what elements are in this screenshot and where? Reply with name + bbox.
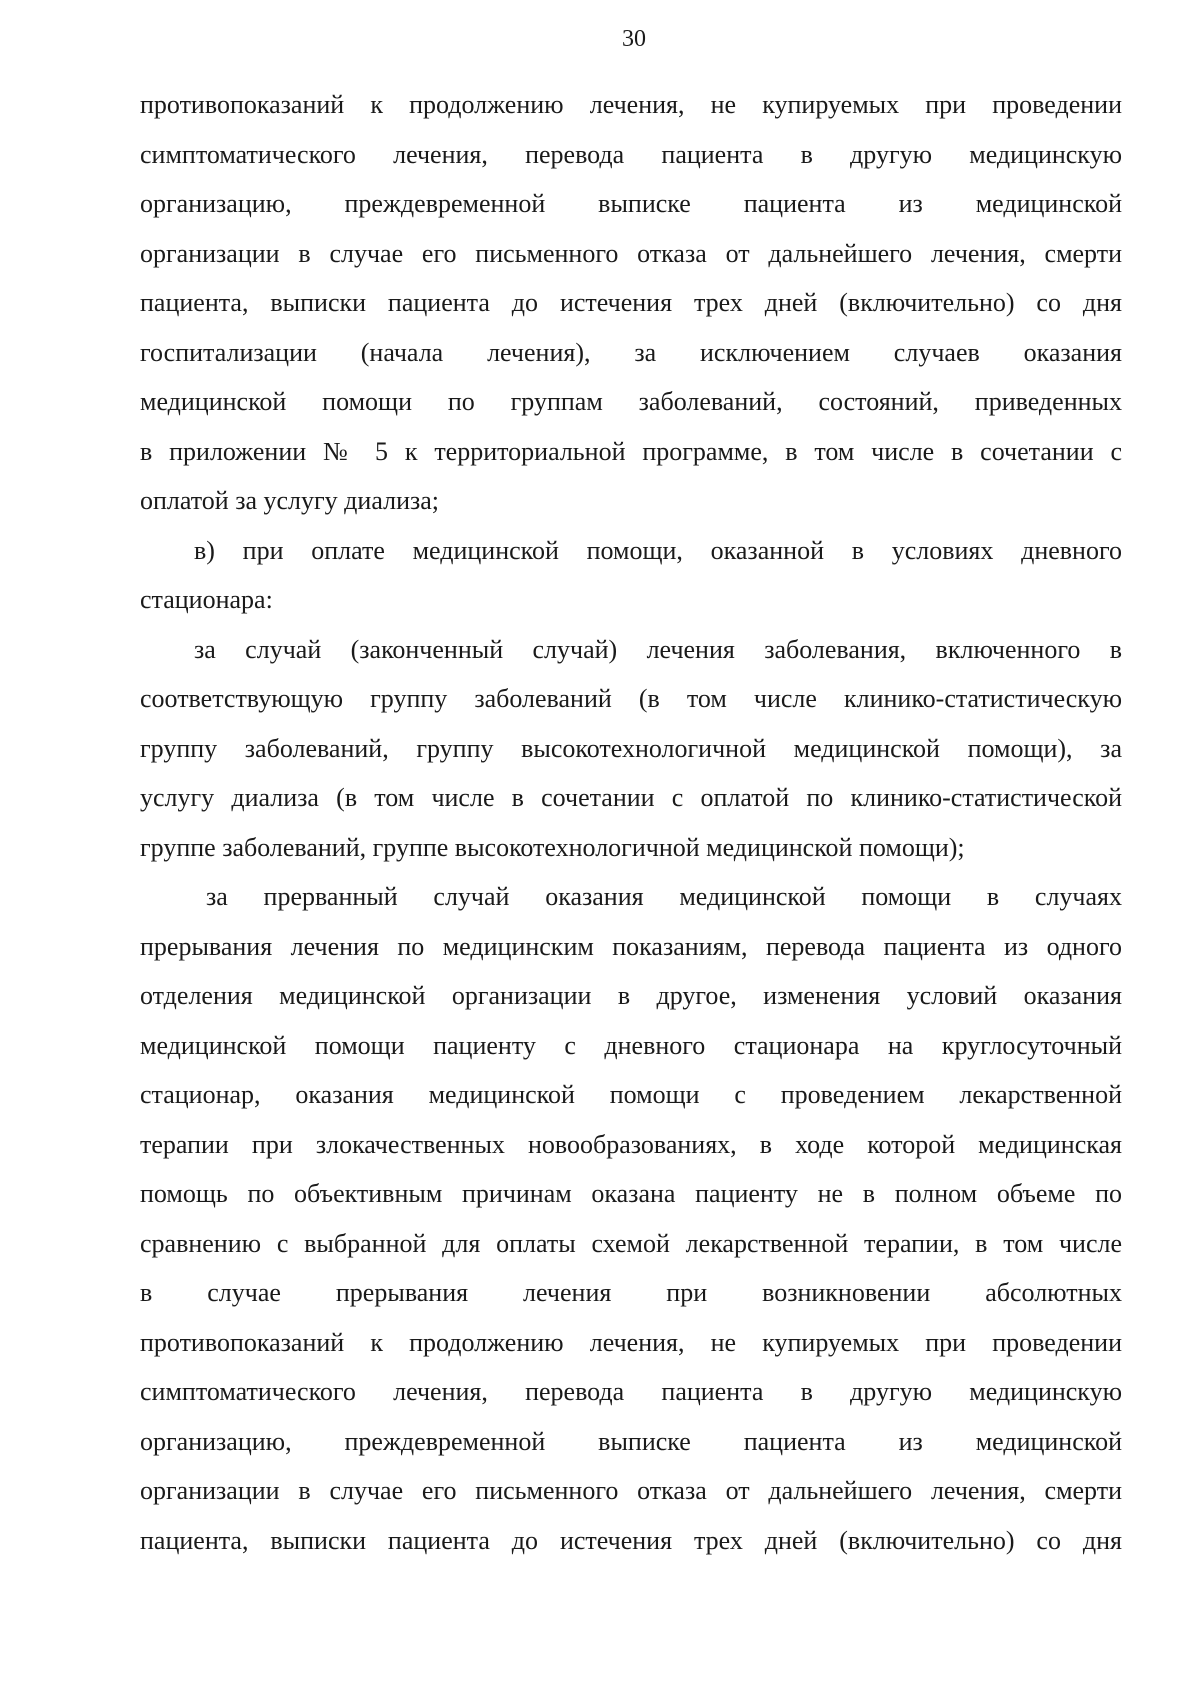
text-line: противопоказаний к продолжению лечения, не купируемых при проведении: [140, 1327, 1122, 1357]
text-line: медицинской помощи пациенту с дневного стационара на круглосуточный: [140, 1030, 1122, 1060]
text-line: пациента, выписки пациента до истечения трех дней (включительно) со дня: [140, 1525, 1122, 1555]
text-line: группе заболеваний, группе высокотехнологичной медицинской помощи);: [140, 832, 965, 862]
text-line: госпитализации (начала лечения), за исключением случаев оказания: [140, 337, 1122, 367]
text-line: в случае прерывания лечения при возникновении абсолютных: [140, 1278, 1122, 1307]
text-line: симптоматического лечения, перевода пациента в другую медицинскую: [140, 139, 1122, 169]
text-line: организацию, преждевременной выписке пациента из медицинской: [140, 189, 1122, 218]
text-line: стационара:: [140, 585, 273, 614]
text-line: сравнению с выбранной для оплаты схемой лекарственной терапии, в том числе: [140, 1228, 1122, 1258]
text-line: группу заболеваний, группу высокотехнологичной медицинской помощи), за: [140, 733, 1122, 763]
text-line: помощь по объективным причинам оказана пациенту не в полном объеме по: [140, 1179, 1122, 1208]
text-line: медицинской помощи по группам заболеваний, состояний, приведенных: [140, 387, 1122, 416]
paragraph-item-v: [140, 526, 1122, 625]
text-line: соответствующую группу заболеваний (в том числе клинико-статистическую: [140, 684, 1122, 713]
document-body: [140, 80, 1122, 1565]
text-line: прерывания лечения по медицинским показаниям, перевода пациента из одного: [140, 931, 1122, 961]
text-line: услугу диализа (в том числе в сочетании с оплатой по клинико-статистической: [140, 783, 1122, 812]
text-line: стационар, оказания медицинской помощи с проведением лекарственной: [140, 1080, 1122, 1109]
text-line: симптоматического лечения, перевода пациента в другую медицинскую: [140, 1377, 1122, 1406]
text-line: организацию, преждевременной выписке пациента из медицинской: [140, 1426, 1122, 1456]
text-line: организации в случае его письменного отказа от дальнейшего лечения, смерти: [140, 238, 1122, 268]
paragraph-completed-case: [140, 625, 1122, 873]
text-line: организации в случае его письменного отказа от дальнейшего лечения, смерти: [140, 1476, 1122, 1505]
text-line: в) при оплате медицинской помощи, оказанной в условиях дневного: [194, 535, 1122, 565]
text-line: за прерванный случай оказания медицинской помощи в случаях: [206, 882, 1122, 911]
paragraph-continuation: [140, 80, 1122, 526]
text-line: отделения медицинской организации в другое, изменения условий оказания: [140, 981, 1122, 1010]
text-line: терапии при злокачественных новообразованиях, в ходе которой медицинская: [140, 1129, 1122, 1159]
page-number: 30: [622, 26, 646, 52]
text-line: пациента, выписки пациента до истечения трех дней (включительно) со дня: [140, 288, 1122, 317]
text-line: в приложении № 5 к территориальной программе, в том числе в сочетании с: [140, 436, 1122, 466]
text-line: противопоказаний к продолжению лечения, не купируемых при проведении: [140, 90, 1122, 119]
text-line: за случай (законченный случай) лечения заболевания, включенного в: [194, 634, 1122, 664]
text-line: оплатой за услугу диализа;: [140, 486, 440, 515]
paragraph-interrupted-case: [140, 872, 1122, 1565]
